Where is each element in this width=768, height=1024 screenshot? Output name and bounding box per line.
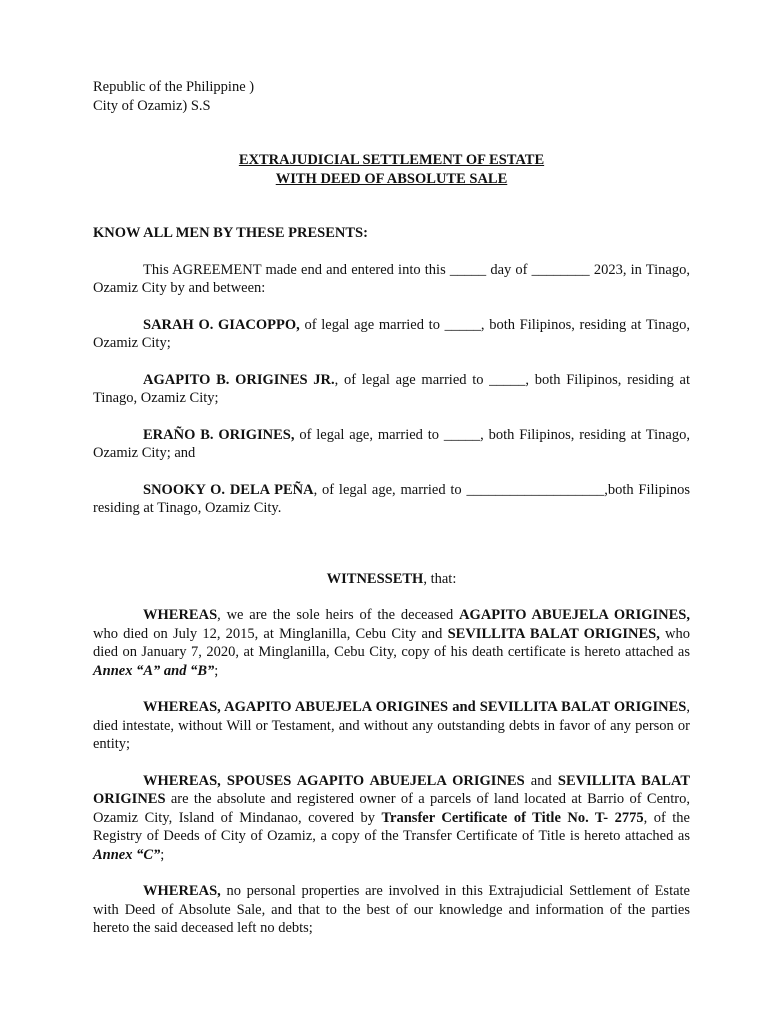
whereas-heirs-text-1: , we are the sole heirs of the deceased: [217, 607, 460, 623]
title-line-2: WITH DEED OF ABSOLUTE SALE: [275, 170, 508, 187]
party-3-details: of legal age, married to _____, both Filipinos, residing at Tinago, Ozamiz City; and: [93, 426, 690, 461]
document-body: [93, 78, 690, 938]
party-4-name: SNOOKY O. DELA PEÑA: [143, 481, 314, 498]
deceased-name-1: AGAPITO ABUEJELA ORIGINES,: [459, 607, 690, 623]
whereas-heirs: [93, 606, 690, 680]
party-1-name: SARAH O. GIACOPPO,: [143, 316, 300, 333]
whereas-property-text-1: are the absolute and registered owner of a parcels of land located at Barrio of Centro, Ozamiz City, Island of Mindanao, covered by: [93, 791, 690, 826]
party-2-name: AGAPITO B. ORIGINES JR.: [143, 371, 335, 388]
title-line-1: EXTRAJUDICIAL SETTLEMENT OF ESTATE: [238, 152, 545, 168]
venue-republic: Republic of the Philippine ): [93, 79, 255, 95]
party-1: [93, 316, 690, 353]
annex-c: Annex “C”: [93, 846, 161, 863]
whereas-property-text-3: ;: [160, 846, 165, 863]
whereas-intestate-names: WHEREAS, AGAPITO ABUEJELA ORIGINES and SEVILLITA BALAT ORIGINES: [143, 699, 687, 715]
deceased-name-2: SEVILLITA BALAT ORIGINES,: [447, 625, 660, 642]
venue-city: City of Ozamiz) S.S: [93, 97, 211, 114]
tct-number: Transfer Certificate of Title No. T- 2775: [381, 809, 644, 826]
party-1-details: of legal age married to _____, both Filipinos, residing at Tinago, Ozamiz City;: [93, 316, 691, 351]
party-3: [93, 426, 690, 463]
whereas-heirs-text-2: who died on July 12, 2015, at Minglanilla, Cebu City and: [93, 625, 448, 642]
whereas-heirs-text-4: ;: [214, 662, 219, 679]
agreement-paragraph: This AGREEMENT made end and entered into this _____ day of ________ 2023, in Tinago, Ozamiz City by and between:: [93, 261, 690, 296]
whereas-property-names: WHEREAS, SPOUSES AGAPITO ABUEJELA ORIGINES: [143, 772, 525, 789]
whereas-property: [93, 772, 690, 865]
party-4-details: , of legal age, married to ___________________,both Filipinos residing at Tinago, Ozamiz City.: [93, 481, 691, 516]
whereas-no-debts: [93, 882, 690, 938]
witnesseth-word: WITNESSETH: [326, 570, 424, 587]
whereas-property-and: and: [524, 772, 558, 789]
party-3-name: ERAÑO B. ORIGINES,: [143, 426, 295, 443]
whereas-property-text-2: , of the Registry of Deeds of City of Ozamiz, a copy of the Transfer Certificate of Title is hereto attached as: [93, 809, 690, 844]
whereas-no-debts-word: WHEREAS,: [143, 883, 221, 899]
know-all-men: KNOW ALL MEN BY THESE PRESENTS:: [93, 225, 368, 241]
party-2-details: , of legal age married to _____, both Filipinos, residing at Tinago, Ozamiz City;: [93, 371, 690, 406]
annex-a-b: Annex “A” and “B”: [93, 662, 215, 679]
document-title: [93, 151, 690, 188]
venue-block: [93, 78, 690, 115]
party-2: [93, 371, 690, 408]
party-4: [93, 481, 690, 518]
whereas-no-debts-text: no personal properties are involved in this Extrajudicial Settlement of Estate with Deed of Absolute Sale, and that to the best of our knowledge and information of the parties hereto the said deceased left no debts;: [93, 883, 690, 936]
witnesseth-heading: [93, 570, 690, 589]
whereas-intestate-text: , died intestate, without Will or Testament, and without any outstanding debts in favor of any person or entity;: [93, 699, 690, 752]
whereas-intestate: [93, 698, 690, 754]
whereas-property-name-2: SEVILLITA BALAT ORIGINES: [93, 772, 691, 807]
whereas-heirs-word: WHEREAS: [143, 607, 218, 623]
witnesseth-rest: , that:: [423, 570, 457, 587]
whereas-heirs-text-3: who died on January 7, 2020, at Minglanilla, Cebu City, copy of his death certificate is hereto attached as: [93, 625, 690, 660]
